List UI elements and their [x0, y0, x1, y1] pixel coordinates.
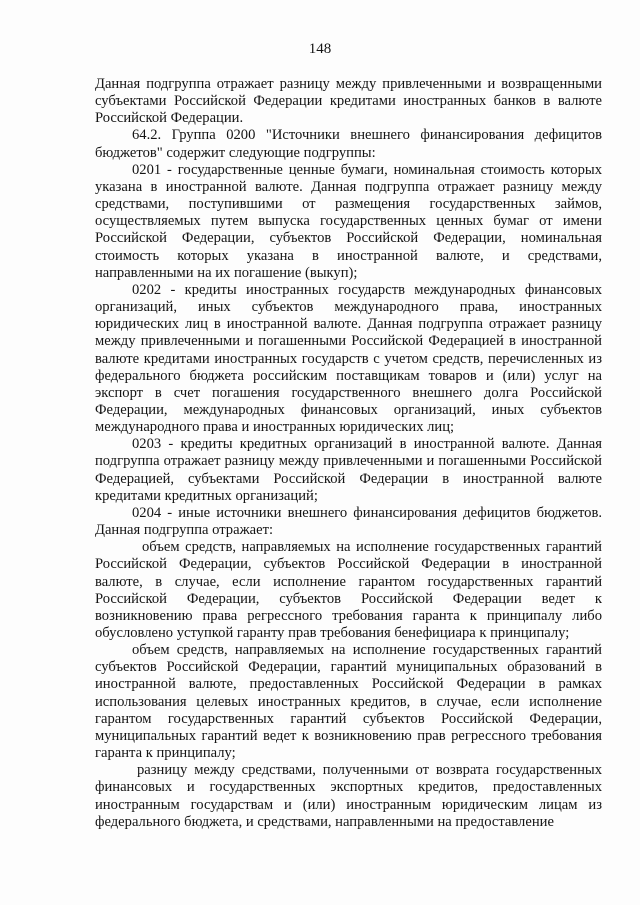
page-number: 148	[308, 41, 332, 57]
paragraph-subgroup-0201: 0201 - государственные ценные бумаги, номинальная стоимость которых указана в иностранной валюте. Данная подгруппа отражает разницу между средствами, поступившими от размещения государственных займов, осуществляемых путем выпуска государственных ценных бумаг от имени Российской Федерации, субъектов Российской Федерации, номинальная стоимость которых указана в иностранной валюте, и средствами, направленными на их погашение (выкуп);	[95, 161, 602, 281]
paragraph-guarantees-rf: объем средств, направляемых на исполнение государственных гарантий Российской Федерации, субъектов Российской Федерации в иностранной валюте, в случае, если исполнение гарантом государственных гарантий Российской Федерации, субъектов Российской Федерации ведет к возникновению права регрессного требования гаранта к принципалу либо обусловлено уступкой гаранту прав требования бенефициара к принципалу;	[95, 539, 602, 641]
paragraph-guarantees-regions: объем средств, направляемых на исполнение государственных гарантий субъектов Российской Федерации, гарантий муниципальных образований в иностранной валюте, предоставленных Российской Федерации в рамках использования целевых иностранных кредитов, в случае, если исполнение гарантом государственных гарантий субъектов Российской Федерации, муниципальных гарантий ведет к возникновению прав регрессного требования гаранта к принципалу;	[95, 642, 602, 762]
paragraph-subgroup-0203: 0203 - кредиты кредитных организаций в иностранной валюте. Данная подгруппа отражает разницу между привлеченными и погашенными Российской Федерацией, субъектами Российской Федерации в иностранной валюте кредитами кредитных организаций;	[95, 436, 602, 504]
paragraph-subgroup-0204: 0204 - иные источники внешнего финансирования дефицитов бюджетов. Данная подгруппа отражает:	[95, 504, 602, 539]
paragraph-group-0200: 64.2. Группа 0200 "Источники внешнего финансирования дефицитов бюджетов" содержит следующие подгруппы:	[95, 127, 602, 161]
paragraph-credit-difference: разницу между средствами, полученными от возврата государственных финансовых и государственных экспортных кредитов, предоставленных иностранным государствам и (или) иностранным юридическим лицам из федерального бюджета, и средствами, направленными на предоставление	[95, 762, 602, 830]
document-body	[95, 76, 602, 831]
paragraph-intro: Данная подгруппа отражает разницу между привлеченными и возвращенными субъектами Российской Федерации кредитами иностранных банков в валюте Российской Федерации.	[95, 76, 602, 127]
paragraph-subgroup-0202: 0202 - кредиты иностранных государств международных финансовых организаций, иных субъектов международного права, иностранных юридических лиц в иностранной валюте. Данная подгруппа отражает разницу между привлеченными и погашенными Российской Федерацией в иностранной валюте кредитами иностранных государств с учетом средств, перечисленных из федерального бюджета российским поставщикам товаров и (или) услуг на экспорт в счет погашения государственного внешнего долга Российской Федерации, международных финансовых организаций, иных субъектов международного права и иностранных юридических лиц;	[95, 281, 602, 436]
